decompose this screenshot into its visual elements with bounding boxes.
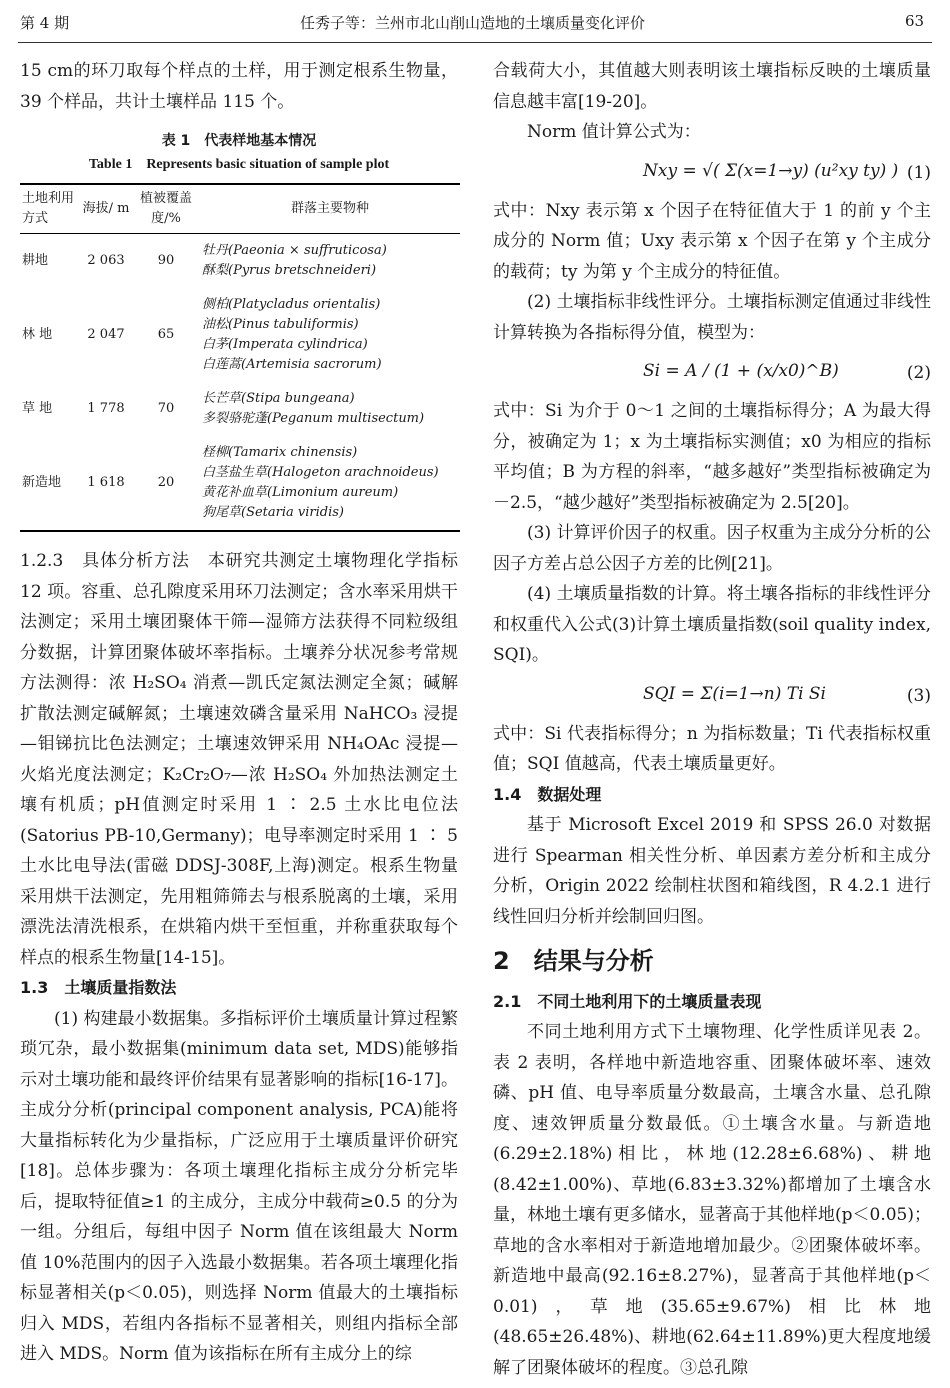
cell-species xyxy=(200,382,460,436)
table-row xyxy=(20,382,460,436)
species-item: 酥梨(Pyrus bretschneideri) xyxy=(202,263,377,278)
formula-3 xyxy=(493,671,931,719)
paragraph: 基于 Microsoft Excel 2019 和 SPSS 26.0 对数据进行 Spearman 相关性分析、单因素方差分析和主成分分析，Origin 2022 绘制柱状图和箱线图，R 4.2.1 进行线性回归分析并绘制回归图。 xyxy=(493,815,931,927)
cell-altitude: 1 618 xyxy=(80,436,132,531)
section-heading-2-1: 2.1 不同土地利用下的土壤质量表现 xyxy=(493,991,762,1011)
species-item: 黄花补血草(Limonium aureum) xyxy=(202,485,399,500)
species-item: 柽柳(Tamarix chinensis) xyxy=(202,445,358,460)
species-item: 白莲蒿(Artemisia sacrorum) xyxy=(202,357,382,372)
formula-2-number: (2) xyxy=(906,363,931,383)
formula-1-body: Nxy = √( Σ(x=1→y) (u²xy ty) ) xyxy=(643,160,899,181)
species-item: 多裂骆驼蓬(Peganum multisectum) xyxy=(202,411,425,426)
formula-3-number: (3) xyxy=(906,685,931,706)
cell-cover: 90 xyxy=(157,253,175,268)
paragraph: (4) 土壤质量指数的计算。将土壤各指标的非线性评分和权重代入公式(3)计算土壤质量指数(soil quality index, SQI)。 xyxy=(493,584,931,665)
paragraph: (3) 计算评价因子的权重。因子权重为主成分分析的公因子方差占总公因子方差的比例[21]。 xyxy=(493,523,931,574)
page-header xyxy=(0,0,950,44)
cell-altitude: 2 063 xyxy=(87,253,125,268)
cell-altitude: 2 047 xyxy=(87,327,125,342)
table-row xyxy=(20,288,460,382)
species-item: 白茎盐生草(Halogeton arachnoideus) xyxy=(202,465,439,480)
sample-plot-table xyxy=(20,183,460,532)
species-item: 牡丹(Paeonia × suffruticosa) xyxy=(202,243,387,258)
formula-3-body: SQI = Σ(i=1→n) Ti Si xyxy=(643,683,826,704)
cell-cover: 65 xyxy=(157,327,175,342)
formula-1-number: (1) xyxy=(906,162,931,183)
formula-1 xyxy=(493,148,931,196)
table-row xyxy=(20,436,460,531)
section-heading-1-4: 1.4 数据处理 xyxy=(493,784,602,804)
paragraph: 式中：Nxy 表示第 x 个因子在特征值大于 1 的前 y 个主成分的 Norm 值；Uxy 表示第 x 个因子在第 y 个主成分的载荷；ty 为第 y 个主成分的特征值。 xyxy=(493,200,931,282)
paragraph: Norm 值计算公式为： xyxy=(527,122,701,142)
cell-landuse: 草 地 xyxy=(22,401,53,416)
issue-number: 第 4 期 xyxy=(20,14,70,32)
paragraph: (1) 构建最小数据集。多指标评价土壤质量计算过程繁琐冗杂，最小数据集(minimum data set, MDS)能够指示对土壤功能和最终评价结果有显著影响的指标[16-17]。主成分分析(principal component analysis, PCA)能将大量指标转化为少量指标，广泛应用于土壤质量评价研究[18]。总体步骤为：各项土壤理化指标主成分分析完毕后，提取特征值≥1 的主成分，主成分中载荷≥0.5 的分为一组。分组后，每组中因子 Norm 值在该组最大 Norm 值 10%范围内的因子入选最小数据集。若各项土壤理化指标显著相关(p＜0.05)，则选择 Norm 值最大的土壤指标归入 MDS，若组内各指标不显著相关，则组内指标全部进入 MDS。Norm 值为该指标在所有主成分上的综 xyxy=(20,1008,458,1364)
table-row xyxy=(20,234,460,289)
page-number: 63 xyxy=(905,12,925,30)
paragraph: 式中：Si 代表指标得分；n 为指标数量；Ti 代表指标权重值；SQI 值越高，代表土壤质量更好。 xyxy=(493,723,931,774)
right-column xyxy=(493,56,931,1383)
section-heading-2: 2 结果与分析 xyxy=(493,947,654,975)
paragraph: (2) 土壤指标非线性评分。土壤指标测定值通过非线性计算转换为各指标得分值，模型为： xyxy=(493,292,931,343)
col-header-altitude: 海拔/ m xyxy=(80,184,132,234)
cell-cover: 70 xyxy=(157,401,175,416)
running-title: 任秀子等：兰州市北山削山造地的土壤质量变化评价 xyxy=(300,14,646,32)
formula-2 xyxy=(493,348,931,396)
paragraph: 15 cm的环刀取每个样点的土样，用于测定根系生物量，39 个样品，共计土壤样品 115 个。 xyxy=(20,61,458,112)
col-header-cover: 植被覆盖度/% xyxy=(132,184,200,234)
table-caption-en: Table 1 Represents basic situation of sample plot xyxy=(88,157,390,172)
section-heading-1-3: 1.3 土壤质量指数法 xyxy=(20,978,177,997)
paragraph: 合载荷大小，其值越大则表明该土壤指标反映的土壤质量信息越丰富[19-20]。 xyxy=(493,61,931,112)
col-header-landuse: 土地利用方式 xyxy=(20,184,80,234)
paragraph: 式中：Si 为介于 0～1 之间的土壤指标得分；A 为最大得分，被确定为 1；x 为土壤指标实测值；x0 为相应的指标平均值；B 为方程的斜率，“越多越好”类型指标被确定为－2.5，“越少越好”类型指标被确定为 2.5[20]。 xyxy=(493,401,931,513)
formula-2-body: Si = A / (1 + (x/x0)^B) xyxy=(643,361,839,381)
header-rule xyxy=(18,42,932,43)
cell-species xyxy=(200,436,460,531)
table-caption-cn: 表 1 代表样地基本情况 xyxy=(161,133,317,149)
cell-landuse: 新造地 xyxy=(20,436,80,531)
cell-cover: 20 xyxy=(132,436,200,531)
cell-species xyxy=(200,234,460,289)
cell-species xyxy=(200,288,460,382)
paragraph: 1.2.3 具体分析方法 本研究共测定土壤物理化学指标 12 项。容重、总孔隙度采用环刀法测定；含水率采用烘干法测定；采用土壤团聚体干筛—湿筛方法获得不同粒级组分数据，计算团聚体破坏率指标。土壤养分状况参考常规方法测得：浓 H₂SO₄ 消煮—凯氏定氮法测定全氮；碱解扩散法测定碱解氮；土壤速效磷含量采用 NaHCO₃ 浸提—钼锑抗比色法测定；土壤速效钾采用 NH₄OAc 浸提—火焰光度法测定；K₂Cr₂O₇—浓 H₂SO₄ 外加热法测定土壤有机质；pH值测定时采用 1 ∶ 2.5 土水比电位法(Satorius PB-10,Germany)；电导率测定时采用 1 ∶ 5 土水比电导法(雷磁 DDSJ-308F,上海)测定。根系生物量采用烘干法测定，先用粗筛筛去与根系脱离的土壤，采用漂洗法清洗根系，在烘箱内烘干至恒重，并称重获取每个样点的根系生物量[14-15]。 xyxy=(20,551,458,968)
cell-altitude: 1 778 xyxy=(87,401,125,416)
species-item: 油松(Pinus tabuliformis) xyxy=(202,317,359,332)
species-item: 侧柏(Platycladus orientalis) xyxy=(202,297,381,312)
left-column xyxy=(20,56,458,1370)
species-item: 白茅(Imperata cylindrica) xyxy=(202,337,368,352)
cell-landuse: 耕地 xyxy=(22,253,49,268)
col-header-species: 群落主要物种 xyxy=(200,184,460,234)
cell-landuse: 林 地 xyxy=(22,327,53,342)
paragraph: 不同土地利用方式下土壤物理、化学性质详见表 2。表 2 表明，各样地中新造地容重、团聚体破坏率、速效磷、pH 值、电导率质量分数最高，土壤含水量、总孔隙度、速效钾质量分数最低。①土壤含水量。与新造地(6.29±2.18%)相比，林地(12.28±6.68%)、耕地(8.42±1.00%)、草地(6.83±3.32%)都增加了土壤含水量，林地土壤有更多储水，显著高于其他样地(p＜0.05)；草地的含水率相对于新造地增加最少。②团聚体破坏率。新造地中最高(92.16±8.27%)，显著高于其他样地(p＜0.01)，草地(35.65±9.67%)相比林地(48.65±26.48%)、耕地(62.64±11.89%)更大程度地缓解了团聚体破坏的程度。③总孔隙 xyxy=(493,1022,931,1378)
species-item: 长芒草(Stipa bungeana) xyxy=(202,391,355,406)
species-item: 狗尾草(Setaria viridis) xyxy=(202,505,344,520)
